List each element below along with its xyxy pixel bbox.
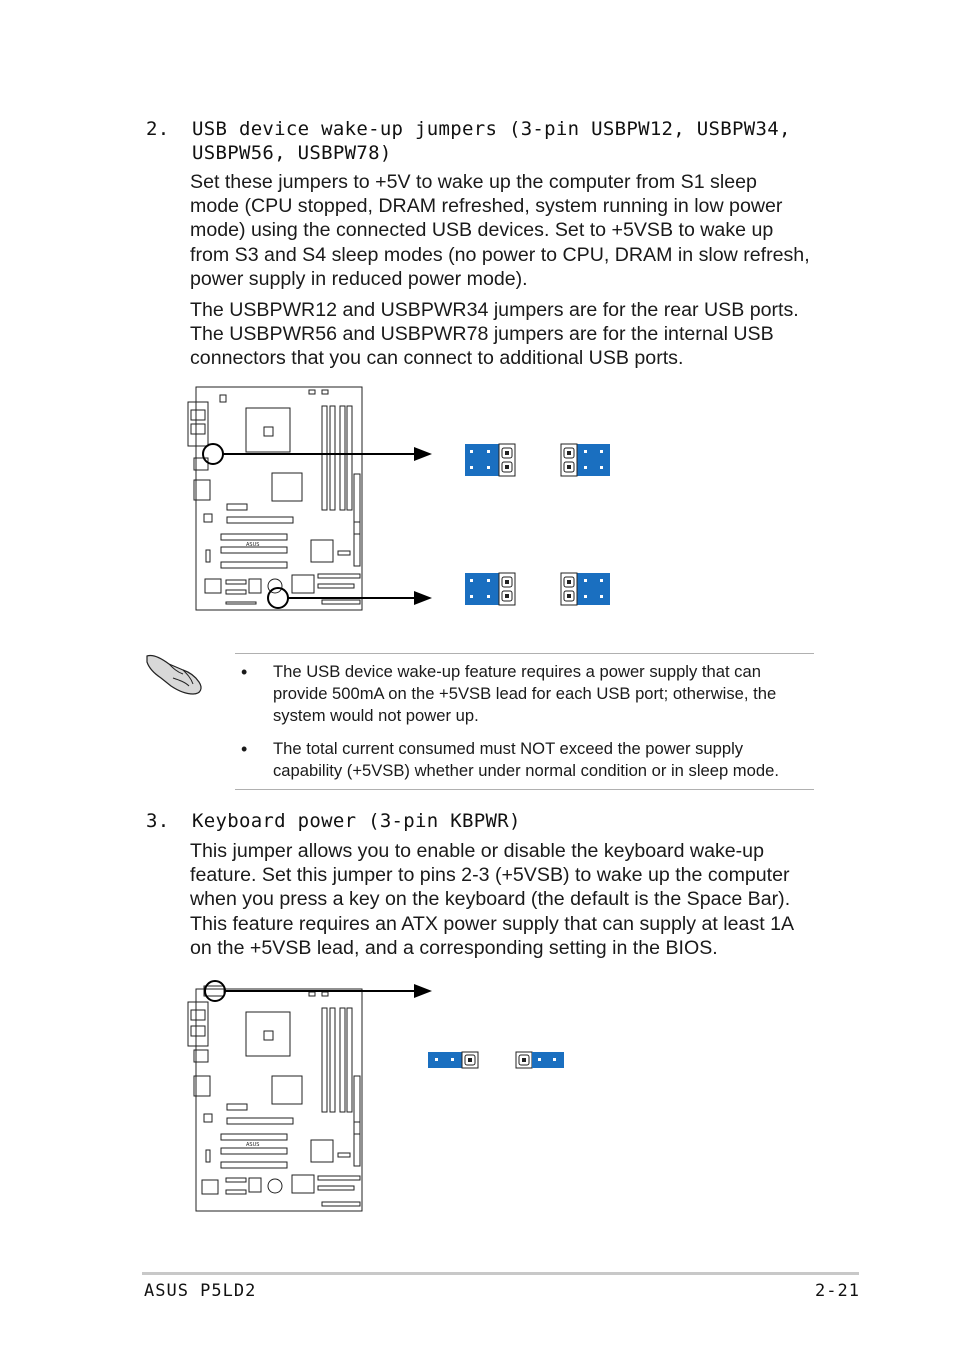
keyboard-power-jumper-diagram [180,972,580,1218]
kbpwr-setting-pins-1-2 [428,1052,478,1068]
text-line: connectors that you can connect to additional USB ports. [190,347,684,370]
section-3-title: Keyboard power (3-pin KBPWR) [192,810,521,832]
text-line: mode) using the connected USB devices. Set to +5VSB to wake up [190,219,774,242]
asus-board-logo [246,1142,259,1148]
section-3-heading [146,809,846,833]
callout-arrowhead [414,447,432,461]
section-2-title-line2: USBPW56, USBPW78) [192,142,392,164]
pointing-hand-icon [143,648,207,696]
motherboard-layout [188,387,362,610]
text-line: The total current consumed must NOT exceed the power supply [273,739,744,758]
text-line: provide 500mA on the +5VSB lead for each USB port; otherwise, the [273,684,777,703]
bullet-text [273,738,833,782]
jumper-setting-pins-1-2 [465,573,515,605]
section-2-paragraph-1 [190,170,850,291]
text-line: The USBPWR56 and USBPWR78 jumpers are for the internal USB [190,323,774,346]
text-line: This jumper allows you to enable or disable the keyboard wake-up [190,840,764,862]
text-line: on the +5VSB lead, and a corresponding setting in the BIOS. [190,936,718,959]
text-line: system would not power up. [273,706,479,725]
section-2-paragraph-2 [190,298,850,371]
text-line: Set these jumpers to +5V to wake up the computer from S1 sleep [190,171,757,193]
text-line: when you press a key on the keyboard (the default is the Space Bar). [190,888,791,911]
text-line: mode (CPU stopped, DRAM refreshed, system running in low power [190,195,783,218]
callout-arrowhead [414,591,432,605]
footer-rule [142,1272,859,1275]
text-line: The USBPWR12 and USBPWR34 jumpers are for the rear USB ports. [190,299,799,321]
jumper-setting-pins-1-2 [465,444,515,476]
section-2-title-line1: USB device wake-up jumpers (3-pin USBPW12, USBPW34, [192,118,791,140]
section-3-number: 3. [146,810,170,832]
callout-arrowhead [414,984,432,998]
text-line: The USB device wake-up feature requires a power supply that can [273,662,761,681]
section-2-heading [146,117,846,165]
bullet-text [273,661,833,727]
asus-board-logo [246,542,259,548]
note-bottom-rule [235,789,814,790]
bullet-marker: • [241,662,248,682]
usbpw12-34-highlight-circle [203,444,223,464]
note-bullet-1 [241,661,831,731]
kbpwr-highlight-circle [205,981,225,1001]
jumper-setting-pins-2-3 [561,444,610,476]
usbpw56-78-highlight-circle [268,588,288,608]
bullet-marker: • [241,739,248,759]
text-line: power supply in reduced power mode). [190,267,528,290]
board-logo-text: ASUS [246,1142,260,1148]
board-logo-text: ASUS [246,542,260,548]
text-line: This feature requires an ATX power supply that can supply at least 1A [190,912,795,935]
kbpwr-setting-pins-2-3 [516,1052,564,1068]
section-3-paragraph [190,839,850,960]
jumper-setting-pins-2-3 [561,573,610,605]
section-2-number: 2. [146,118,170,140]
text-line: from S3 and S4 sleep modes (no power to CPU, DRAM in slow refresh, [190,243,810,266]
text-line: feature. Set this jumper to pins 2-3 (+5VSB) to wake up the computer [190,864,790,887]
motherboard-layout [188,986,362,1211]
text-line: capability (+5VSB) whether under normal condition or in sleep mode. [273,761,779,780]
note-top-rule [235,653,814,654]
usb-jumper-diagram [180,384,640,620]
note-bullet-2 [241,738,831,784]
footer-page-number: 2-21 [815,1281,860,1301]
footer-product-name: ASUS P5LD2 [144,1281,257,1301]
